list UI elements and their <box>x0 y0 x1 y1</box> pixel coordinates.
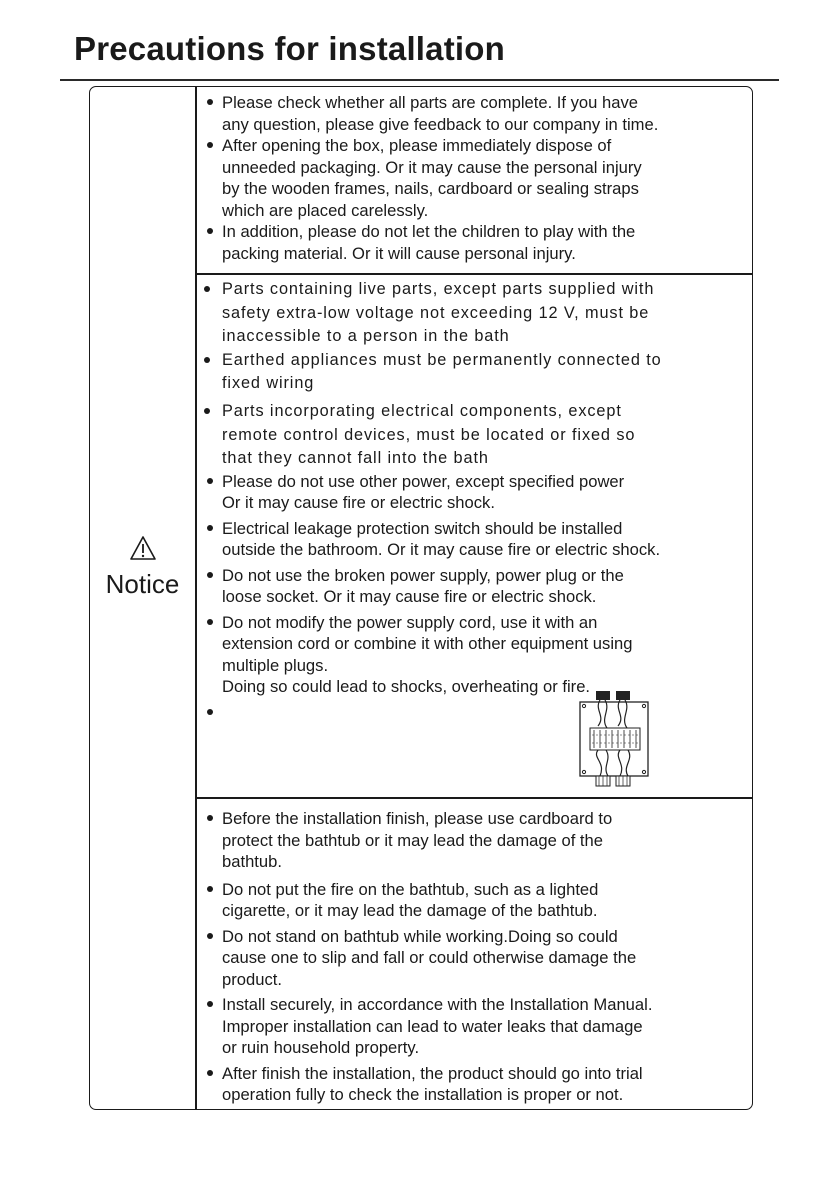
bullet-icon <box>207 228 213 234</box>
list-item <box>204 92 756 135</box>
bullet-icon <box>207 1070 213 1076</box>
row-divider <box>196 797 753 799</box>
bullet-icon <box>207 99 213 105</box>
item-text: After opening the box, please immediately dispose of unneeded packaging. Or it may cause the personal injury by the wooden frames, nails, cardboard or sealing straps which are placed carelessly. <box>222 136 642 220</box>
bullet-icon <box>204 408 210 414</box>
list-item <box>204 808 756 873</box>
notice-label-cell <box>90 535 195 600</box>
bullet-icon <box>204 286 210 292</box>
section-unpacking <box>204 92 756 264</box>
item-text: Please do not use other power, except specified power Or it may cause fire or electric shock. <box>222 471 625 513</box>
bullet-icon <box>204 357 210 363</box>
page-title: Precautions for installation <box>74 30 506 67</box>
list-item <box>204 278 756 349</box>
list-item <box>204 221 756 264</box>
column-divider <box>195 86 197 1110</box>
bullet-icon <box>207 478 213 484</box>
section-electrical <box>204 278 756 702</box>
list-item <box>204 565 756 608</box>
title-underline <box>60 79 779 81</box>
item-text: Parts containing live parts, except parts supplied with safety extra-low voltage not exceeding 12 V, must be inaccessible to a person in the bath <box>222 280 655 346</box>
bullet-icon <box>207 815 213 821</box>
bullet-icon <box>207 709 213 715</box>
list-item <box>204 349 756 396</box>
bullet-icon <box>207 142 213 148</box>
bullet-icon <box>207 619 213 625</box>
list-item <box>204 1063 756 1106</box>
item-text: Do not modify the power supply cord, use it with an extension cord or combine it with other equipment using multiple plugs. <box>222 612 633 675</box>
item-text: After finish the installation, the product should go into trial operation fully to check the installation is proper or not. <box>222 1063 643 1104</box>
list-item <box>204 135 756 221</box>
item-text: In addition, please do not let the children to play with the packing material. Or it will cause personal injury. <box>222 222 636 263</box>
list-item <box>204 400 756 471</box>
list-item <box>204 994 756 1059</box>
item-text: Do not stand on bathtub while working.Doing so could cause one to slip and fall or could otherwise damage the product. <box>222 926 637 989</box>
list-item <box>204 926 756 991</box>
item-text: Do not put the fire on the bathtub, such as a lighted cigarette, or it may lead the damage of the bathtub. <box>222 879 599 920</box>
item-text: Install securely, in accordance with the Installation Manual. Improper installation can lead to water leaks that damage or ruin household property. <box>222 995 653 1057</box>
item-text: Before the installation finish, please use cardboard to protect the bathtub or it may lead the damage of the bathtub. <box>222 809 613 871</box>
item-text: Parts incorporating electrical components, except remote control devices, must be located or fixed so that they cannot fall into the bath <box>222 401 636 468</box>
list-item <box>204 612 756 677</box>
item-text: Do not use the broken power supply, power plug or the loose socket. Or it may cause fire or electric shock. <box>222 565 624 607</box>
item-text: Please check whether all parts are complete. If you have any question, please give feedback to our company in time. <box>222 93 659 134</box>
list-item <box>204 518 756 561</box>
warning-triangle-icon <box>129 535 157 561</box>
list-item <box>204 471 756 514</box>
list-item <box>204 879 756 922</box>
continuation-text: Doing so could lead to shocks, overheating or fire. <box>222 677 591 697</box>
section-bathtub <box>204 808 756 1106</box>
bullet-icon <box>207 572 213 578</box>
bullet-icon <box>207 886 213 892</box>
bullet-icon <box>207 933 213 939</box>
item-text: Earthed appliances must be permanently connected to fixed wiring <box>222 350 662 393</box>
junction-box-icon <box>578 688 652 788</box>
row-divider <box>196 273 753 275</box>
item-text: Electrical leakage protection switch should be installed outside the bathroom. Or it may cause fire or electric shock. <box>222 518 661 560</box>
bullet-icon <box>207 525 213 531</box>
notice-label: Notice <box>105 569 180 599</box>
bullet-icon <box>207 1001 213 1007</box>
